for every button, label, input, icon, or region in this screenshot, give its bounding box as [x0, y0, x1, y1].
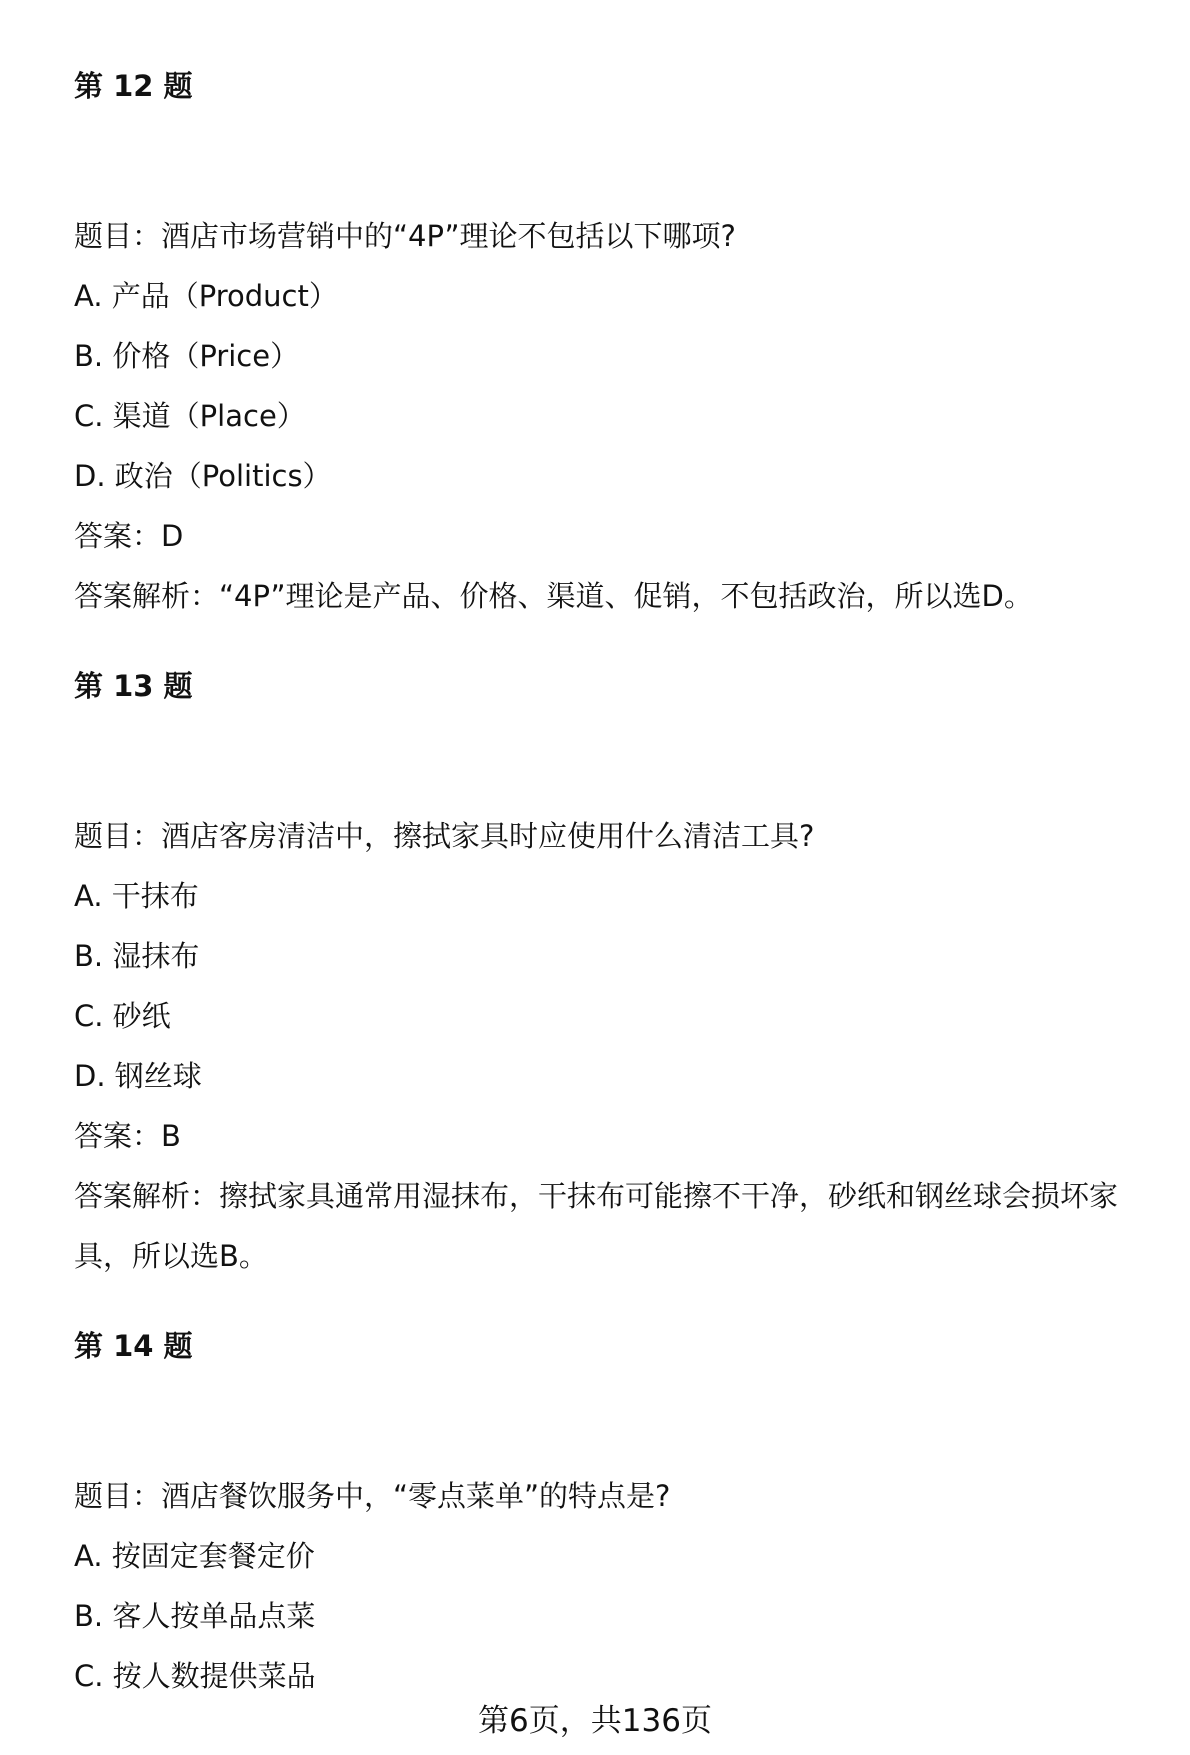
question-12-option-c: C. 渠道（Place） [74, 399, 306, 433]
question-13-option-b: B. 湿抹布 [74, 939, 200, 973]
question-13-prompt: 题目：酒店客房清洁中，擦拭家具时应使用什么清洁工具? [74, 819, 815, 853]
question-14-heading: 第 14 题 [74, 1329, 193, 1363]
question-12-option-b: B. 价格（Price） [74, 339, 300, 373]
question-13-answer: 答案：B [74, 1119, 181, 1153]
question-12-option-a: A. 产品（Product） [74, 279, 338, 313]
question-14-option-c: C. 按人数提供菜品 [74, 1659, 316, 1693]
question-12-option-d: D. 政治（Politics） [74, 459, 332, 493]
question-13-heading: 第 13 题 [74, 669, 193, 703]
question-14-option-a: A. 按固定套餐定价 [74, 1539, 315, 1573]
question-12-answer: 答案：D [74, 519, 184, 553]
page-number-footer: 第6页，共136页 [478, 1703, 712, 1739]
question-13-explanation: 答案解析：擦拭家具通常用湿抹布，干抹布可能擦不干净，砂纸和钢丝球会损坏家具，所以选B。 [74, 1179, 1119, 1273]
question-12-explanation: 答案解析：“4P”理论是产品、价格、渠道、促销，不包括政治，所以选D。 [74, 579, 1033, 613]
question-13-option-d: D. 钢丝球 [74, 1059, 202, 1093]
question-13-option-c: C. 砂纸 [74, 999, 171, 1033]
question-13-option-a: A. 干抹布 [74, 879, 199, 913]
question-14-option-b: B. 客人按单品点菜 [74, 1599, 316, 1633]
question-12-heading: 第 12 题 [74, 69, 193, 103]
question-12-prompt: 题目：酒店市场营销中的“4P”理论不包括以下哪项? [74, 219, 736, 253]
question-14-prompt: 题目：酒店餐饮服务中，“零点菜单”的特点是? [74, 1479, 671, 1513]
